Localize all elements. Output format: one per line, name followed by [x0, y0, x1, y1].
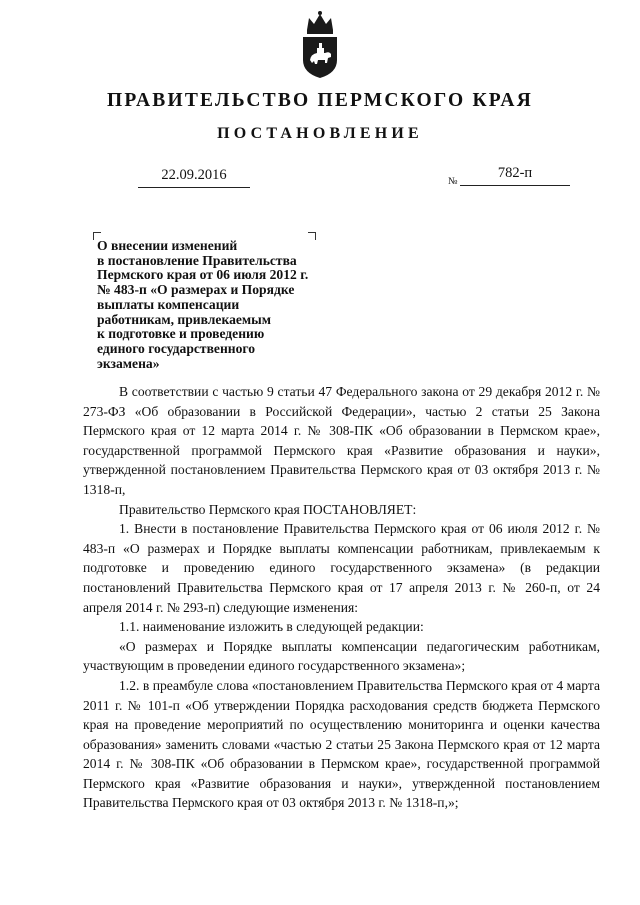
subject-line: выплаты компенсации [97, 296, 240, 312]
document-date: 22.09.2016 [138, 167, 250, 188]
subject-line: единого государственного [97, 340, 256, 356]
subject-line: № 483-п «О размерах и Порядке [97, 282, 295, 298]
document-number: 782-п [460, 165, 570, 186]
subject-line: к подготовке и проведению [97, 326, 265, 342]
document-type: ПОСТАНОВЛЕНИЕ [217, 125, 423, 142]
subject-line: работникам, привлекаемым [97, 311, 272, 327]
document-subject [97, 239, 337, 371]
coat-of-arms-icon [298, 10, 342, 80]
body-paragraph: В соответствии с частью 9 статьи 47 Федерального закона от 29 декабря 2012 г. № 273-ФЗ «Об образовании в Российской Федерации», частью 2 статьи 25 Закона Пермского края от 12 марта 2014 г. № 308-ПК «Об образовании в Пермском крае», государственной программой Пермского края «Развитие образования и науки», утвержденной постановлением Правительства Пермского края от 03 октября 2013 г. № 1318-п, [83, 384, 600, 497]
government-title: ПРАВИТЕЛЬСТВО ПЕРМСКОГО КРАЯ [107, 90, 533, 111]
subject-line: Пермского края от 06 июля 2012 г. [97, 267, 309, 283]
body-paragraph: 1.2. в преамбуле слова «постановлением Правительства Пермского края от 4 марта 2011 г. № 101-п «Об утверждении Порядка расходования средств бюджета Пермского края на проведение мероприятий по осуществлению мониторинга и оценки качества образования» заменить словами «частью 2 статьи 25 Закона Пермского края от 12 марта 2014 г. № 308-ПК «Об образовании в Пермском крае», государственной программой Пермского края «Развитие образования и науки», утвержденной постановлением Правительства Пермского края от 03 октября 2013 г. № 1318-п,»; [83, 677, 600, 811]
body-paragraph: 1.1. наименование изложить в следующей редакции: [119, 619, 424, 635]
body-paragraph: «О размерах и Порядке выплаты компенсации педагогическим работникам, участвующим в проведении единого государственного экзамена»; [83, 638, 600, 674]
subject-line: О внесении изменений [97, 238, 238, 253]
subject-line: экзамена» [97, 355, 160, 371]
body-paragraph: 1. Внести в постановление Правительства Пермского края от 06 июля 2012 г. № 483-п «О размерах и Порядке выплаты компенсации работникам, привлекаемым к подготовке и проведению единого государственного экзамена» (в редакции постановлений Правительства Пермского края от 17 апреля 2013 г. № 260-п, от 24 апреля 2014 г. № 293-п) следующие изменения: [83, 521, 600, 615]
document-body [83, 382, 600, 813]
subject-line: в постановление Правительства [97, 252, 297, 268]
number-label: № [448, 176, 458, 187]
body-paragraph: Правительство Пермского края ПОСТАНОВЛЯЕТ: [119, 501, 417, 517]
